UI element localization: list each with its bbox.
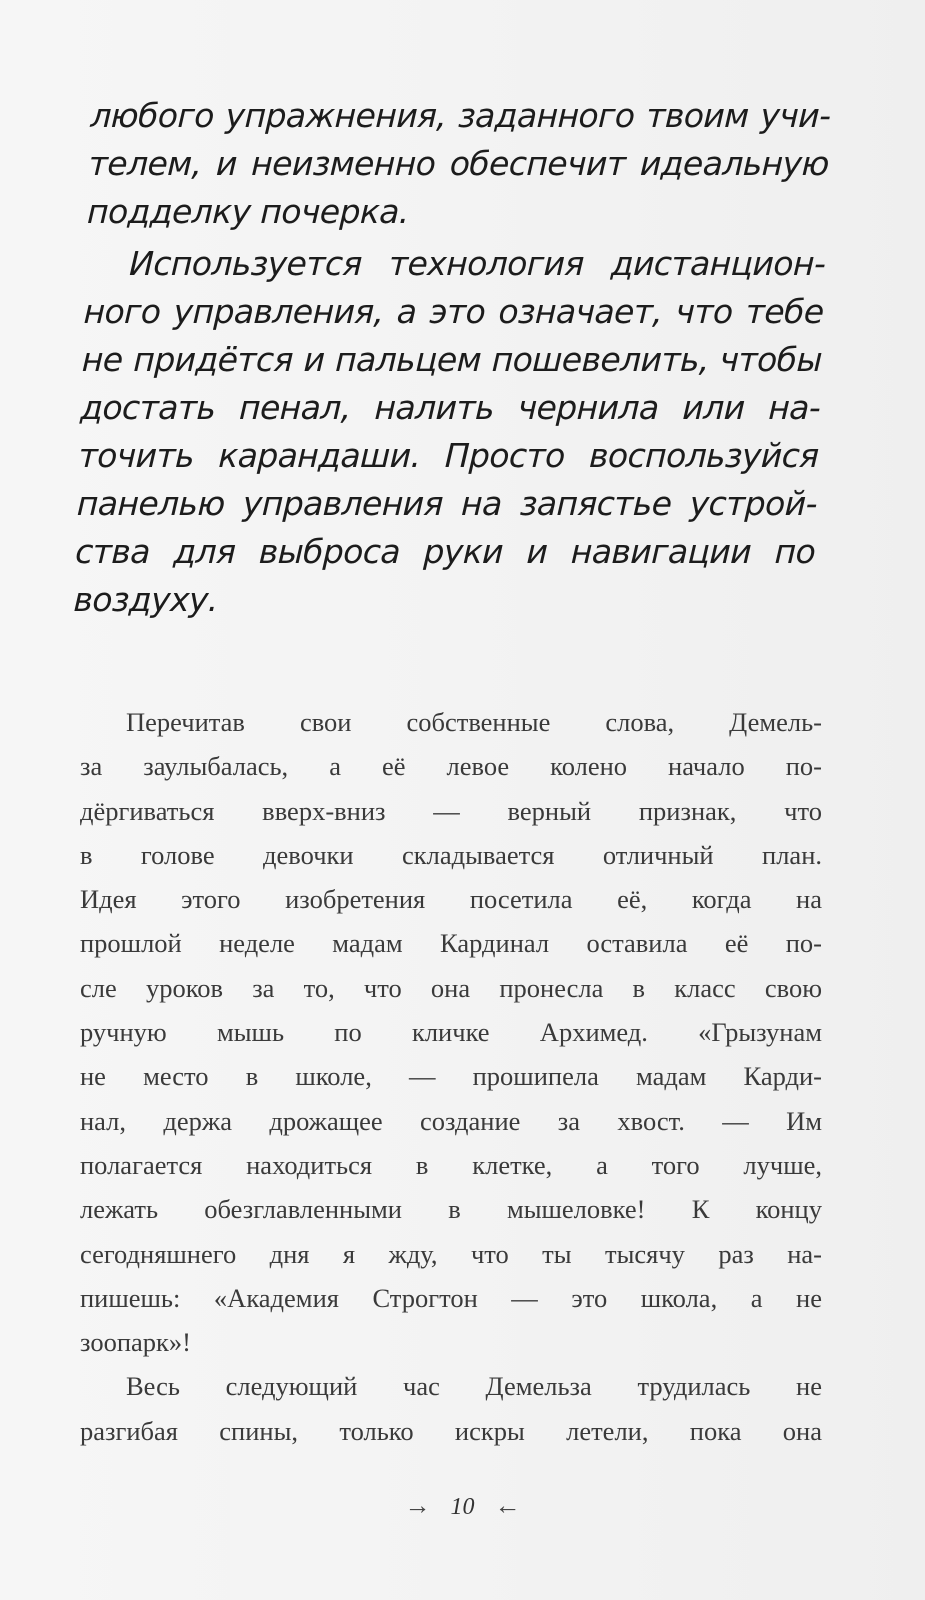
handwritten-line: не придётся и пальцем пошевелить, чтобы	[81, 340, 823, 379]
printed-line: нал, держа дрожащее создание за хвост. — Им	[80, 1105, 822, 1136]
printed-line: сле уроков за то, что она пронесла в класс свою	[80, 972, 822, 1003]
printed-line: лежать обезглавленными в мышеловке! К концу	[80, 1194, 822, 1225]
printed-line: сегодняшнего дня я жду, что ты тысячу раз на-	[80, 1238, 822, 1269]
handwritten-line: Используется технология дистанцион-	[128, 244, 826, 283]
printed-line: полагается находиться в клетке, а того лучше,	[80, 1149, 822, 1180]
handwritten-line: телем, и неизменно обеспечит идеальную	[88, 144, 830, 183]
handwritten-line: ного управления, а это означает, что тебе	[82, 292, 825, 331]
printed-line: Перечитав свои собственные слова, Демель-	[126, 707, 822, 737]
printed-line: Идея этого изобретения посетила её, когда на	[80, 884, 822, 915]
printed-line: дёргиваться вверх-вниз — верный признак, что	[80, 795, 822, 826]
left-arrow-icon: ←	[494, 1491, 521, 1520]
page-number-footer	[0, 1491, 925, 1521]
handwritten-line: точить карандаши. Просто воспользуйся	[77, 436, 820, 475]
printed-line: пишешь: «Академия Строгтон — это школа, а не	[80, 1282, 822, 1313]
handwritten-line: достать пенал, налить чернила или на-	[79, 388, 821, 427]
printed-line: в голове девочки складывается отличный план.	[80, 839, 822, 870]
printed-line: не место в школе, — прошипела мадам Карди-	[80, 1061, 822, 1092]
printed-line: за заулыбалась, а её левое колено начало по-	[80, 751, 822, 782]
printed-text-block	[80, 700, 822, 1453]
printed-line: ручную мышь по кличке Архимед. «Грызунам	[80, 1017, 822, 1048]
handwritten-line: подделку почерка.	[86, 192, 410, 231]
printed-line: прошлой неделе мадам Кардинал оставила её по-	[80, 928, 822, 959]
handwritten-line: ства для выброса руки и навигации по	[74, 532, 816, 571]
page-number: 10	[450, 1494, 475, 1520]
printed-line: Весь следующий час Демельза трудилась не	[126, 1371, 822, 1402]
right-arrow-icon: →	[404, 1491, 431, 1520]
handwritten-line: любого упражнения, заданного твоим учи-	[89, 96, 832, 135]
handwritten-line: воздуху.	[72, 580, 219, 619]
printed-line: разгибая спины, только искры летели, пока она	[80, 1415, 822, 1446]
printed-line: зоопарк»!	[80, 1327, 191, 1358]
handwritten-line: панелью управления на запястье устрой-	[76, 484, 818, 523]
handwritten-text-block	[73, 92, 832, 624]
